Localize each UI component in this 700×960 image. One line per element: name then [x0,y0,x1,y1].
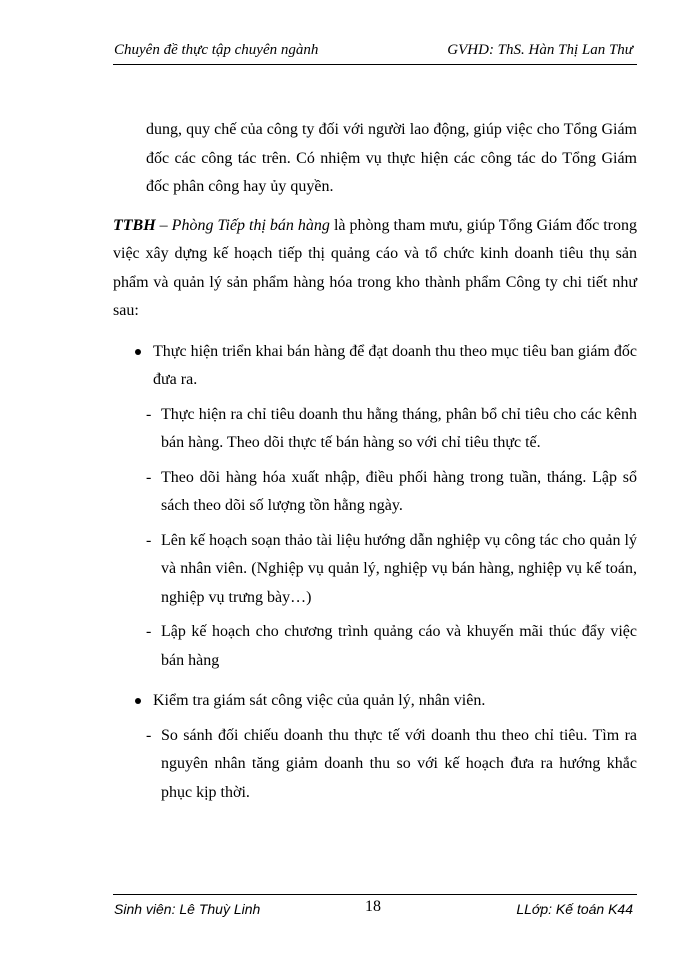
dash-item [113,618,637,675]
header-supervisor: GVHD: ThS. Hàn Thị Lan Thư [447,42,633,58]
dash-item [113,722,637,808]
dash-text: So sánh đối chiếu doanh thu thực tế với doanh thu theo chỉ tiêu. Tìm ra nguyên nhân tăng giảm doanh thu so với kế hoạch đưa ra hướng khắc phục kịp thời. [161,726,637,801]
bullet-item [113,338,637,395]
bullet-dot-icon [135,349,141,355]
bullet-text: Kiểm tra giám sát công việc của quản lý, nhân viên. [153,692,486,709]
bullet-dot-icon [135,698,141,704]
page-footer [113,894,637,921]
dash-mark: - [146,468,152,486]
dash-mark: - [146,726,152,744]
header-thesis-title: Chuyên đề thực tập chuyên ngành [114,42,319,58]
bullet-item [113,687,637,716]
dash-mark: - [146,623,152,640]
dash-item [113,401,637,458]
dash-text: Thực hiện ra chỉ tiêu doanh thu hằng tháng, phân bổ chỉ tiêu cho các kênh bán hàng. Theo dõi thực tế bán hàng so với chỉ tiêu thực tế. [161,405,637,451]
page-body [113,116,637,813]
ttbh-department: – Phòng Tiếp thị bán hàng [155,216,330,234]
dash-item [113,527,637,613]
intro-paragraph: dung, quy chế của công ty đối với người lao động, giúp việc cho Tổng Giám đốc các công tác trên. Có nhiệm vụ thực hiện các công tác do Tổng Giám đốc phân công hay ủy quyền. [146,121,637,195]
page-number: 18 [365,898,381,915]
dash-text: Theo dõi hàng hóa xuất nhập, điều phối hàng trong tuần, tháng. Lập sổ sách theo dõi số lượng tồn hằng ngày. [161,468,637,514]
footer-class: LLớp: Kế toán K44 [516,901,633,917]
ttbh-label: TTBH [113,216,156,234]
dash-item [113,464,637,521]
bullet-text: Thực hiện triển khai bán hàng để đạt doanh thu theo mục tiêu ban giám đốc đưa ra. [153,342,637,388]
dash-mark: - [146,405,152,423]
footer-student: Sinh viên: Lê Thuỳ Linh [114,901,261,917]
dash-mark: - [146,531,152,549]
dash-text: Lập kế hoạch cho chương trình quảng cáo và khuyến mãi thúc đẩy việc bán hàng [161,623,637,669]
ttbh-paragraph [113,212,637,326]
dash-text: Lên kế hoạch soạn thảo tài liệu hướng dẫn nghiệp vụ công tác cho quản lý và nhân viên. (Nghiệp vụ quản lý, nghiệp vụ bán hàng, nghiệp vụ kế toán, nghiệp vụ trưng bày…) [161,531,637,606]
page-header [113,38,637,65]
ttbh-description: là phòng tham mưu, giúp Tổng Giám đốc trong việc xây dựng kế hoạch tiếp thị quảng cáo và tổ chức kinh doanh tiêu thụ sản phẩm và quản lý sản phẩm hàng hóa trong kho thành phẩm Công ty chi tiết như sau: [113,216,637,319]
